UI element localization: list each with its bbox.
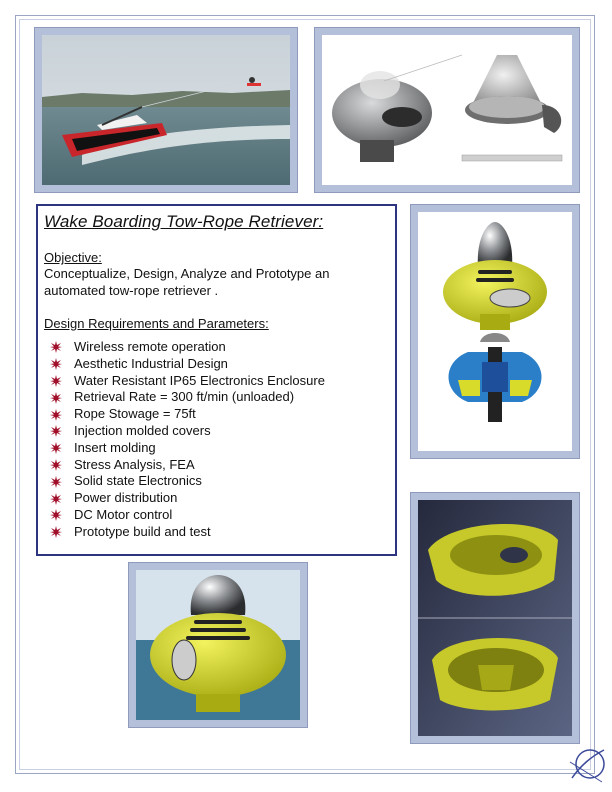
- molded-covers-frame: [410, 492, 580, 744]
- project-info-box: [36, 204, 397, 556]
- prototype-parts-photo: [322, 35, 572, 185]
- list-item: Prototype build and test: [44, 524, 389, 541]
- burst-bullet-icon: [50, 358, 62, 370]
- cad-render-frame: [410, 204, 580, 459]
- list-item: Retrieval Rate = 300 ft/min (unloaded): [44, 389, 389, 406]
- prototype-parts-photo-frame: [314, 27, 580, 193]
- project-title: Wake Boarding Tow-Rope Retriever:: [44, 212, 324, 231]
- list-item: Rope Stowage = 75ft: [44, 406, 389, 423]
- burst-bullet-icon: [50, 459, 62, 471]
- list-item: DC Motor control: [44, 507, 389, 524]
- burst-bullet-icon: [50, 493, 62, 505]
- prototype-photo-frame: [128, 562, 308, 728]
- objective-text: Conceptualize, Design, Analyze and Prototype an automated tow-rope retriever .: [44, 266, 330, 298]
- burst-bullet-icon: [50, 392, 62, 404]
- burst-bullet-icon: [50, 476, 62, 488]
- requirements-heading: Design Requirements and Parameters:: [44, 316, 269, 331]
- list-item: Power distribution: [44, 490, 389, 507]
- boat-photo: [42, 35, 290, 185]
- list-item: Insert molding: [44, 440, 389, 457]
- boat-photo-frame: [34, 27, 298, 193]
- prototype-photo: [136, 570, 300, 720]
- burst-bullet-icon: [50, 341, 62, 353]
- burst-bullet-icon: [50, 526, 62, 538]
- burst-bullet-icon: [50, 509, 62, 521]
- list-item: Injection molded covers: [44, 423, 389, 440]
- list-item: Stress Analysis, FEA: [44, 457, 389, 474]
- burst-bullet-icon: [50, 375, 62, 387]
- burst-bullet-icon: [50, 409, 62, 421]
- burst-bullet-icon: [50, 442, 62, 454]
- objective-heading: Objective:: [44, 250, 102, 265]
- molded-covers-render: [418, 500, 572, 736]
- burst-bullet-icon: [50, 425, 62, 437]
- list-item: Water Resistant IP65 Electronics Enclosure: [44, 373, 389, 390]
- list-item: Wireless remote operation: [44, 339, 389, 356]
- list-item: Aesthetic Industrial Design: [44, 356, 389, 373]
- corner-logo-icon: [566, 742, 606, 786]
- list-item: Solid state Electronics: [44, 473, 389, 490]
- cad-render: [418, 212, 572, 451]
- requirements-list: [44, 339, 389, 541]
